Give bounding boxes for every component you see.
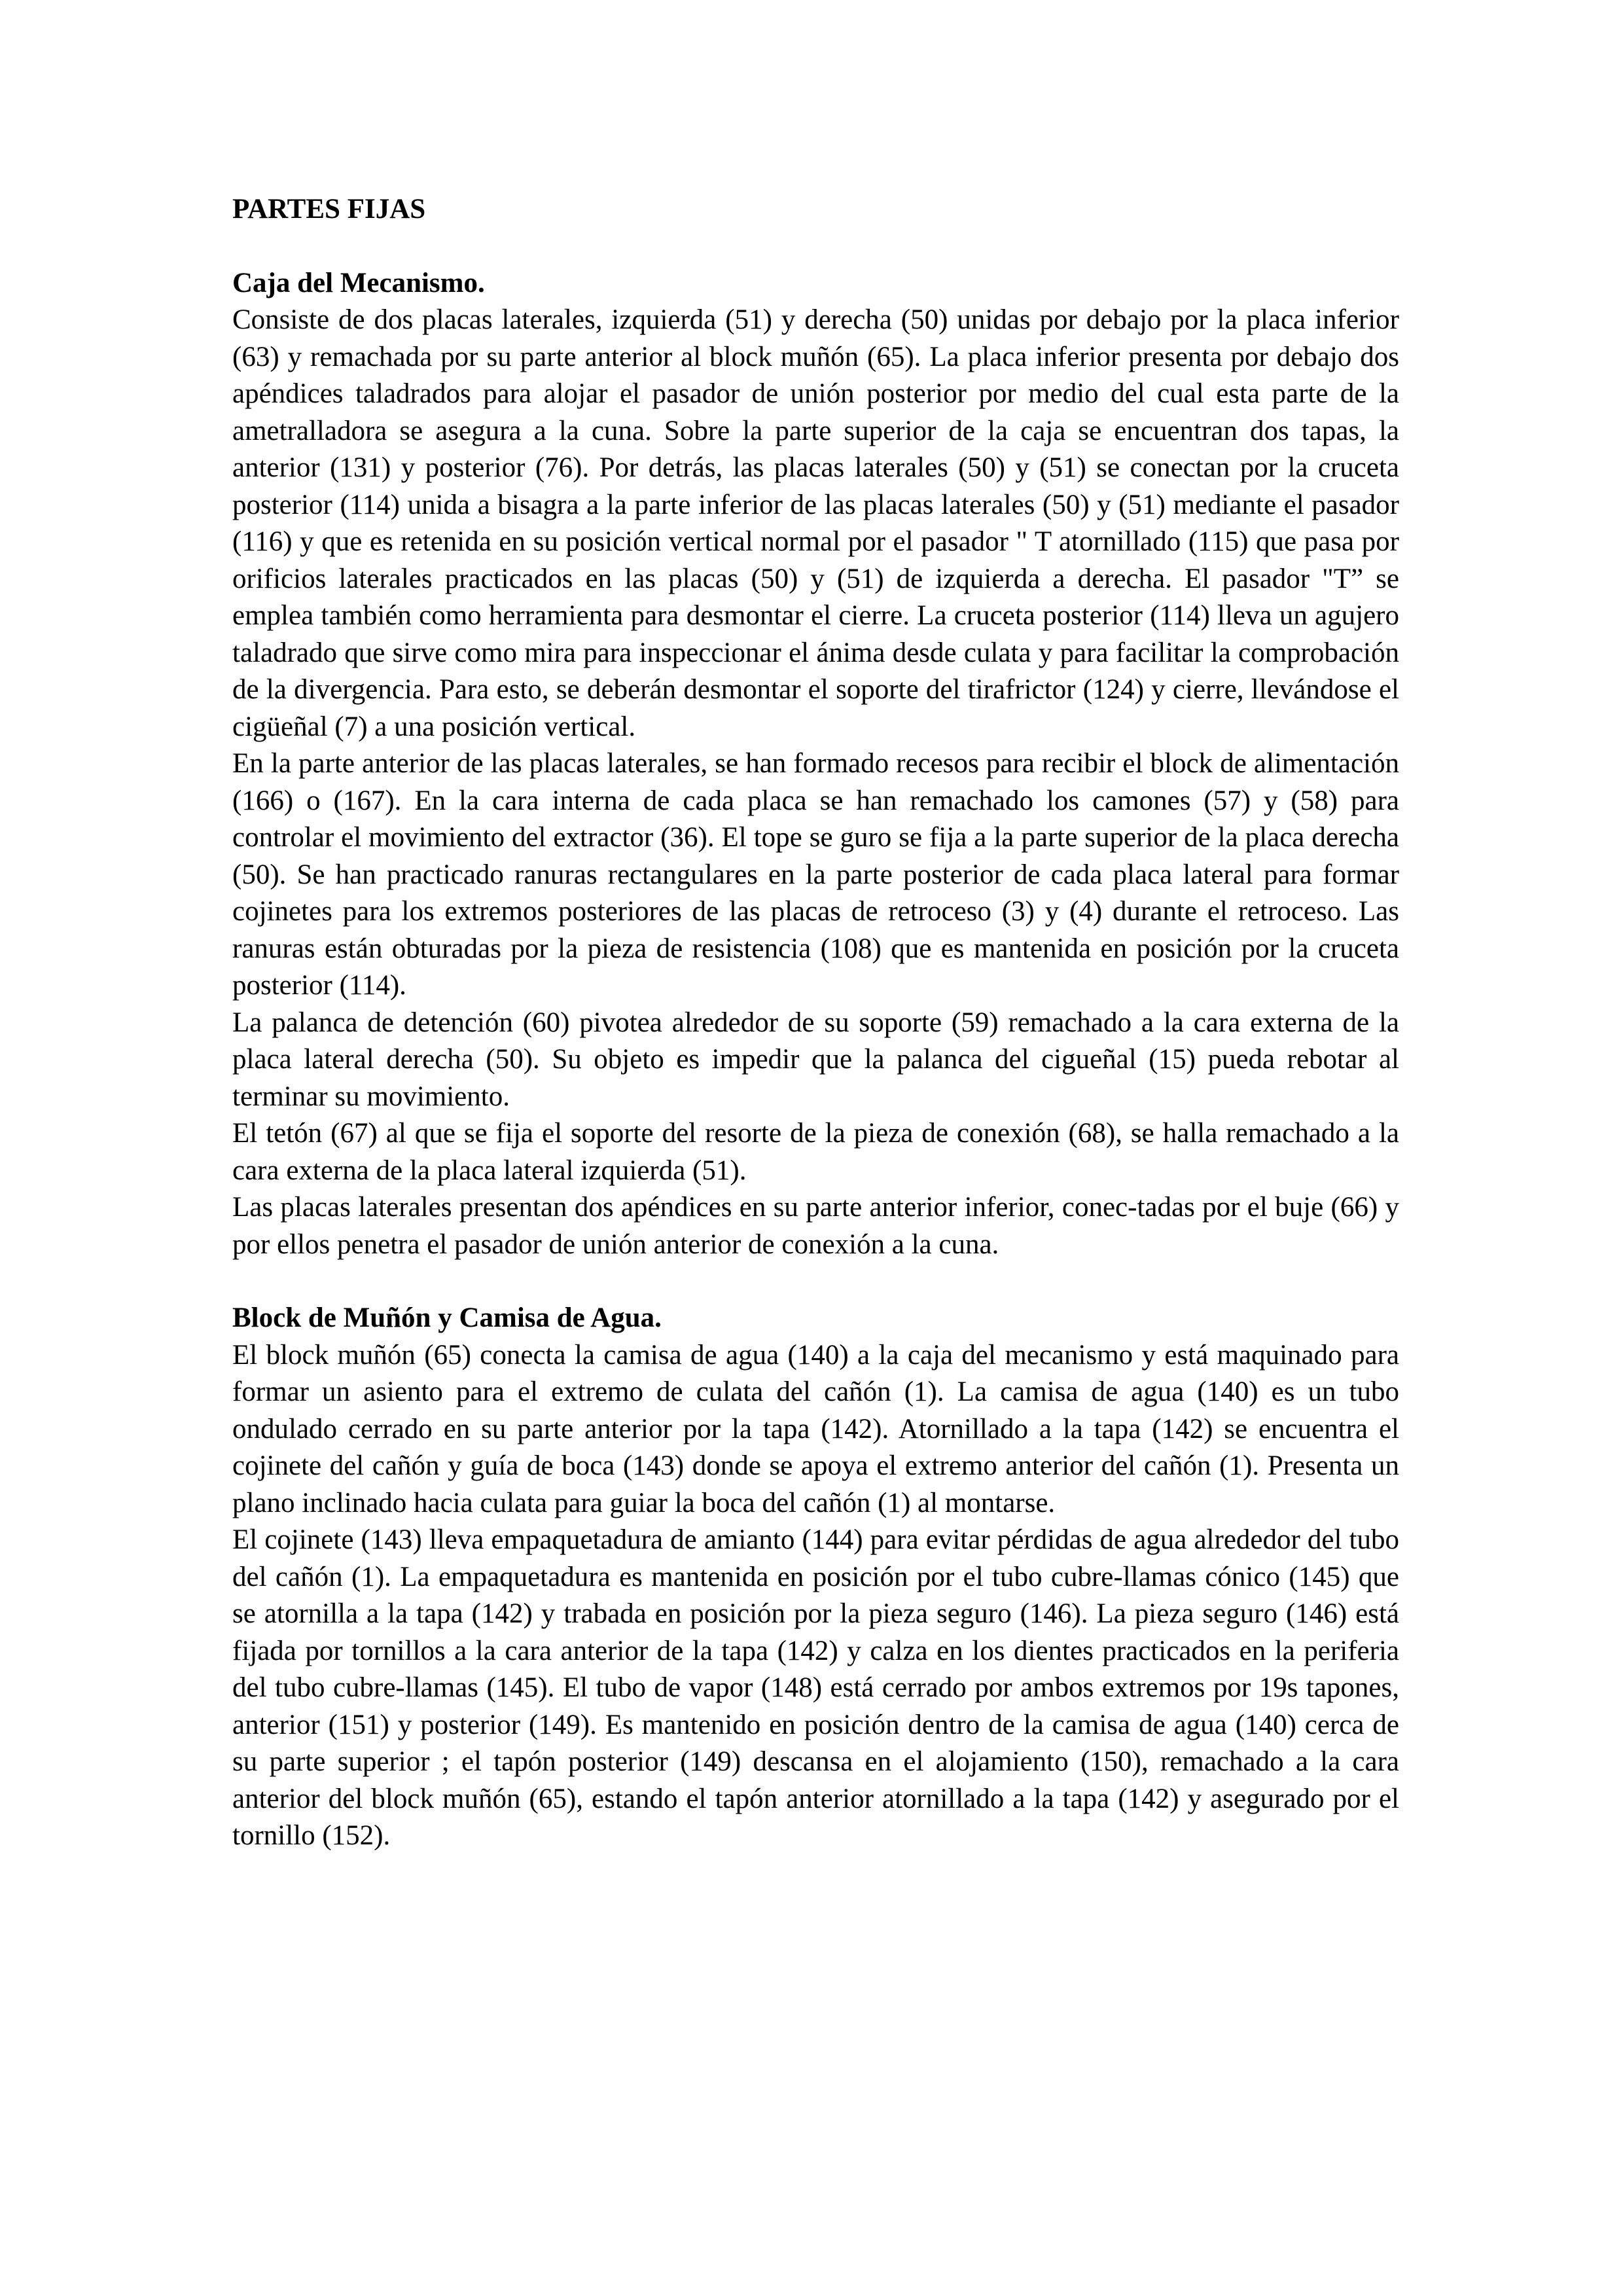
paragraph: El cojinete (143) lleva empaquetadura de amianto (144) para evitar pérdidas de agua alrededor del tubo del cañón (1). La empaquetadura es mantenida en posición por el tubo cubre-llamas cónico (145) que se atornilla a la tapa (142) y trabada en posición por la pieza seguro (146). La pieza seguro (146) está fijada por tornillos a la cara anterior de la tapa (142) y calza en los dientes practicados en la periferia del tubo cubre-llamas (145). El tubo de vapor (148) está cerrado por ambos extremos por 19s tapones, anterior (151) y posterior (149). Es mantenido en posición dentro de la camisa de agua (140) cerca de su parte superior ; el tapón posterior (149) descansa en el alojamiento (150), remachado a la cara anterior del block muñón (65), estando el tapón anterior atornillado a la tapa (142) y asegurado por el tornillo (152).	[232, 1524, 1399, 1851]
paragraph: El block muñón (65) conecta la camisa de agua (140) a la caja del mecanismo y está maquinado para formar un asiento para el extremo de culata del cañón (1). La camisa de agua (140) es un tubo ondulado cerrado en su parte anterior por la tapa (142). Atornillado a la tapa (142) se encuentra el cojinete del cañón y guía de boca (143) donde se apoya el extremo anterior del cañón (1). Presenta un plano inclinado hacia culata para guiar la boca del cañón (1) al montarse.	[232, 1339, 1399, 1518]
paragraph: Consiste de dos placas laterales, izquierda (51) y derecha (50) unidas por debajo por la placa inferior (63) y remachada por su parte anterior al block muñón (65). La placa inferior presenta por debajo dos apéndices taladrados para alojar el pasador de unión posterior por medio del cual esta parte de la ametralladora se asegura a la cuna. Sobre la parte superior de la caja se encuentran dos tapas, la anterior (131) y posterior (76). Por detrás, las placas laterales (50) y (51) se conectan por la cruceta posterior (114) unida a bisagra a la parte inferior de las placas laterales (50) y (51) mediante el pasador (116) y que es retenida en su posición vertical normal por el pasador " T atornillado (115) que pasa por orificios laterales practicados en las placas (50) y (51) de izquierda a derecha. El pasador "T” se emplea también como herramienta para desmontar el cierre. La cruceta posterior (114) lleva un agujero taladrado que sirve como mira para inspeccionar el ánima desde culata y para facilitar la comprobación de la divergencia. Para esto, se deberán desmontar el soporte del tirafrictor (124) y cierre, llevándose el cigüeñal (7) a una posición vertical.	[232, 304, 1399, 742]
section-heading: Caja del Mecanismo.	[232, 267, 485, 298]
section-caja-mecanismo	[232, 265, 1399, 1264]
document-page	[232, 191, 1399, 1892]
section-heading: Block de Muñón y Camisa de Agua.	[232, 1302, 662, 1333]
page-title: PARTES FIJAS	[232, 194, 426, 224]
paragraph: En la parte anterior de las placas laterales, se han formado recesos para recibir el block de alimentación (166) o (167). En la cara interna de cada placa se han remachado los camones (57) y (58) para controlar el movimiento del extractor (36). El tope se guro se fija a la parte superior de la placa derecha (50). Se han practicado ranuras rectangulares en la parte posterior de cada placa lateral para formar cojinetes para los extremos posteriores de las placas de retroceso (3) y (4) durante el retroceso. Las ranuras están obturadas por la pieza de resistencia (108) que es mantenida en posición por la cruceta posterior (114).	[232, 748, 1399, 1001]
paragraph: Las placas laterales presentan dos apéndices en su parte anterior inferior, conec-tadas por el buje (66) y por ellos penetra el pasador de unión anterior de conexión a la cuna.	[232, 1192, 1399, 1260]
section-block-munon	[232, 1300, 1399, 1855]
paragraph: El tetón (67) al que se fija el soporte del resorte de la pieza de conexión (68), se halla remachado a la cara externa de la placa lateral izquierda (51).	[232, 1118, 1399, 1186]
paragraph: La palanca de detención (60) pivotea alrededor de su soporte (59) remachado a la cara externa de la placa lateral derecha (50). Su objeto es impedir que la palanca del cigueñal (15) pueda rebotar al terminar su movimiento.	[232, 1007, 1399, 1112]
